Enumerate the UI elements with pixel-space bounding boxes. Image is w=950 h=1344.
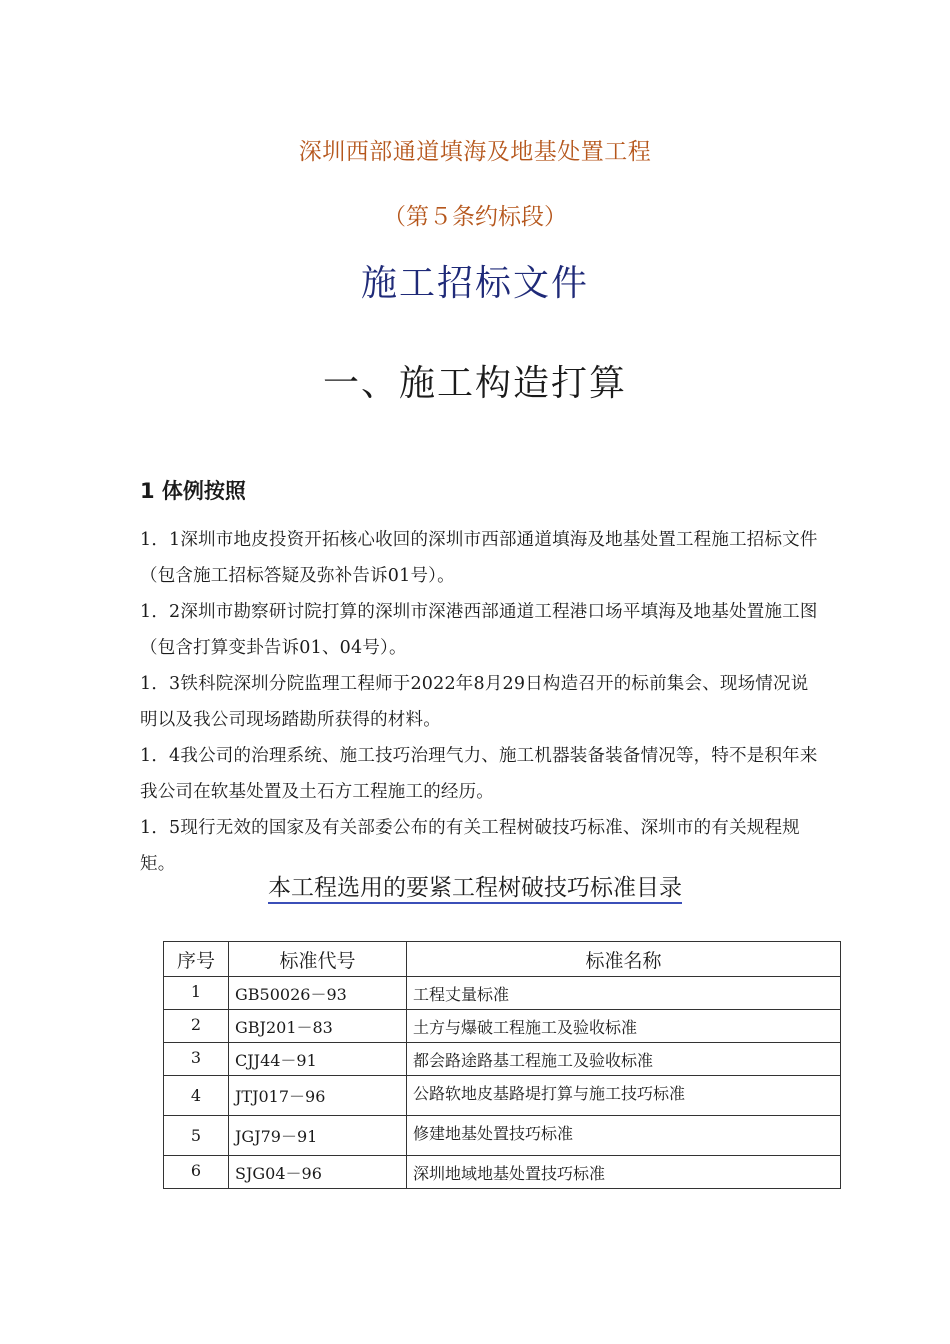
row-index: 5	[164, 1116, 229, 1156]
row-code: JTJ017－96	[229, 1076, 407, 1116]
row-index: 6	[164, 1156, 229, 1189]
table-row	[164, 1076, 841, 1116]
row-name: 修建地基处置技巧标准	[407, 1116, 841, 1156]
row-code: GBJ201－83	[229, 1010, 407, 1043]
row-index: 2	[164, 1010, 229, 1043]
header-name: 标准名称	[407, 942, 841, 977]
row-index: 4	[164, 1076, 229, 1116]
paragraph-1-2: 1．2深圳市勘察研讨院打算的深圳市深港西部通道工程港口场平填海及地基处置施工图（包含打算变卦告诉01、04号）。	[140, 602, 818, 658]
paragraph-1-3: 1．3铁科院深圳分院监理工程师于2022年8月29日构造召开的标前集会、现场情况说明以及我公司现场踏勘所获得的材料。	[140, 674, 809, 730]
table-header-row	[164, 942, 841, 977]
table-row	[164, 1156, 841, 1189]
paragraph-1-5: 1．5现行无效的国家及有关部委公布的有关工程树破技巧标准、深圳市的有关规程规矩。	[140, 818, 800, 874]
table-row	[164, 1043, 841, 1076]
document-title: 施工招标文件	[360, 263, 589, 304]
section-paragraphs	[140, 522, 820, 882]
paragraph-1-4: 1．4我公司的治理系统、施工技巧治理气力、施工机器装备装备情况等，特不是积年来我公司在软基处置及土石方工程施工的经历。	[140, 746, 818, 802]
row-code: CJJ44－91	[229, 1043, 407, 1076]
row-name: 都会路途路基工程施工及验收标准	[407, 1043, 841, 1076]
standards-table	[163, 941, 841, 1189]
header-index: 序号	[164, 942, 229, 977]
standards-title-text: 本工程选用的要紧工程树破技巧标准目录	[268, 875, 682, 904]
row-index: 1	[164, 977, 229, 1010]
row-name: 深圳地域地基处置技巧标准	[407, 1156, 841, 1189]
row-code: GB50026－93	[229, 977, 407, 1010]
header-code: 标准代号	[229, 942, 407, 977]
row-code: JGJ79－91	[229, 1116, 407, 1156]
project-title: 深圳西部通道填海及地基处置工程	[298, 139, 652, 165]
table-row	[164, 1010, 841, 1043]
table-row	[164, 1116, 841, 1156]
row-code: SJG04－96	[229, 1156, 407, 1189]
row-name: 土方与爆破工程施工及验收标准	[407, 1010, 841, 1043]
row-name: 工程丈量标准	[407, 977, 841, 1010]
chapter-title: 一、施工构造打算	[322, 363, 627, 404]
table-row	[164, 977, 841, 1010]
row-index: 3	[164, 1043, 229, 1076]
section-heading: 1 体例按照	[140, 479, 246, 503]
standards-table-title	[0, 869, 950, 902]
paragraph-1-1: 1．1深圳市地皮投资开拓核心收回的深圳市西部通道填海及地基处置工程施工招标文件（包含施工招标答疑及弥补告诉01号）。	[140, 530, 818, 586]
row-name: 公路软地皮基路堤打算与施工技巧标准	[407, 1076, 841, 1116]
contract-section: （第５条约标段）	[383, 204, 567, 230]
